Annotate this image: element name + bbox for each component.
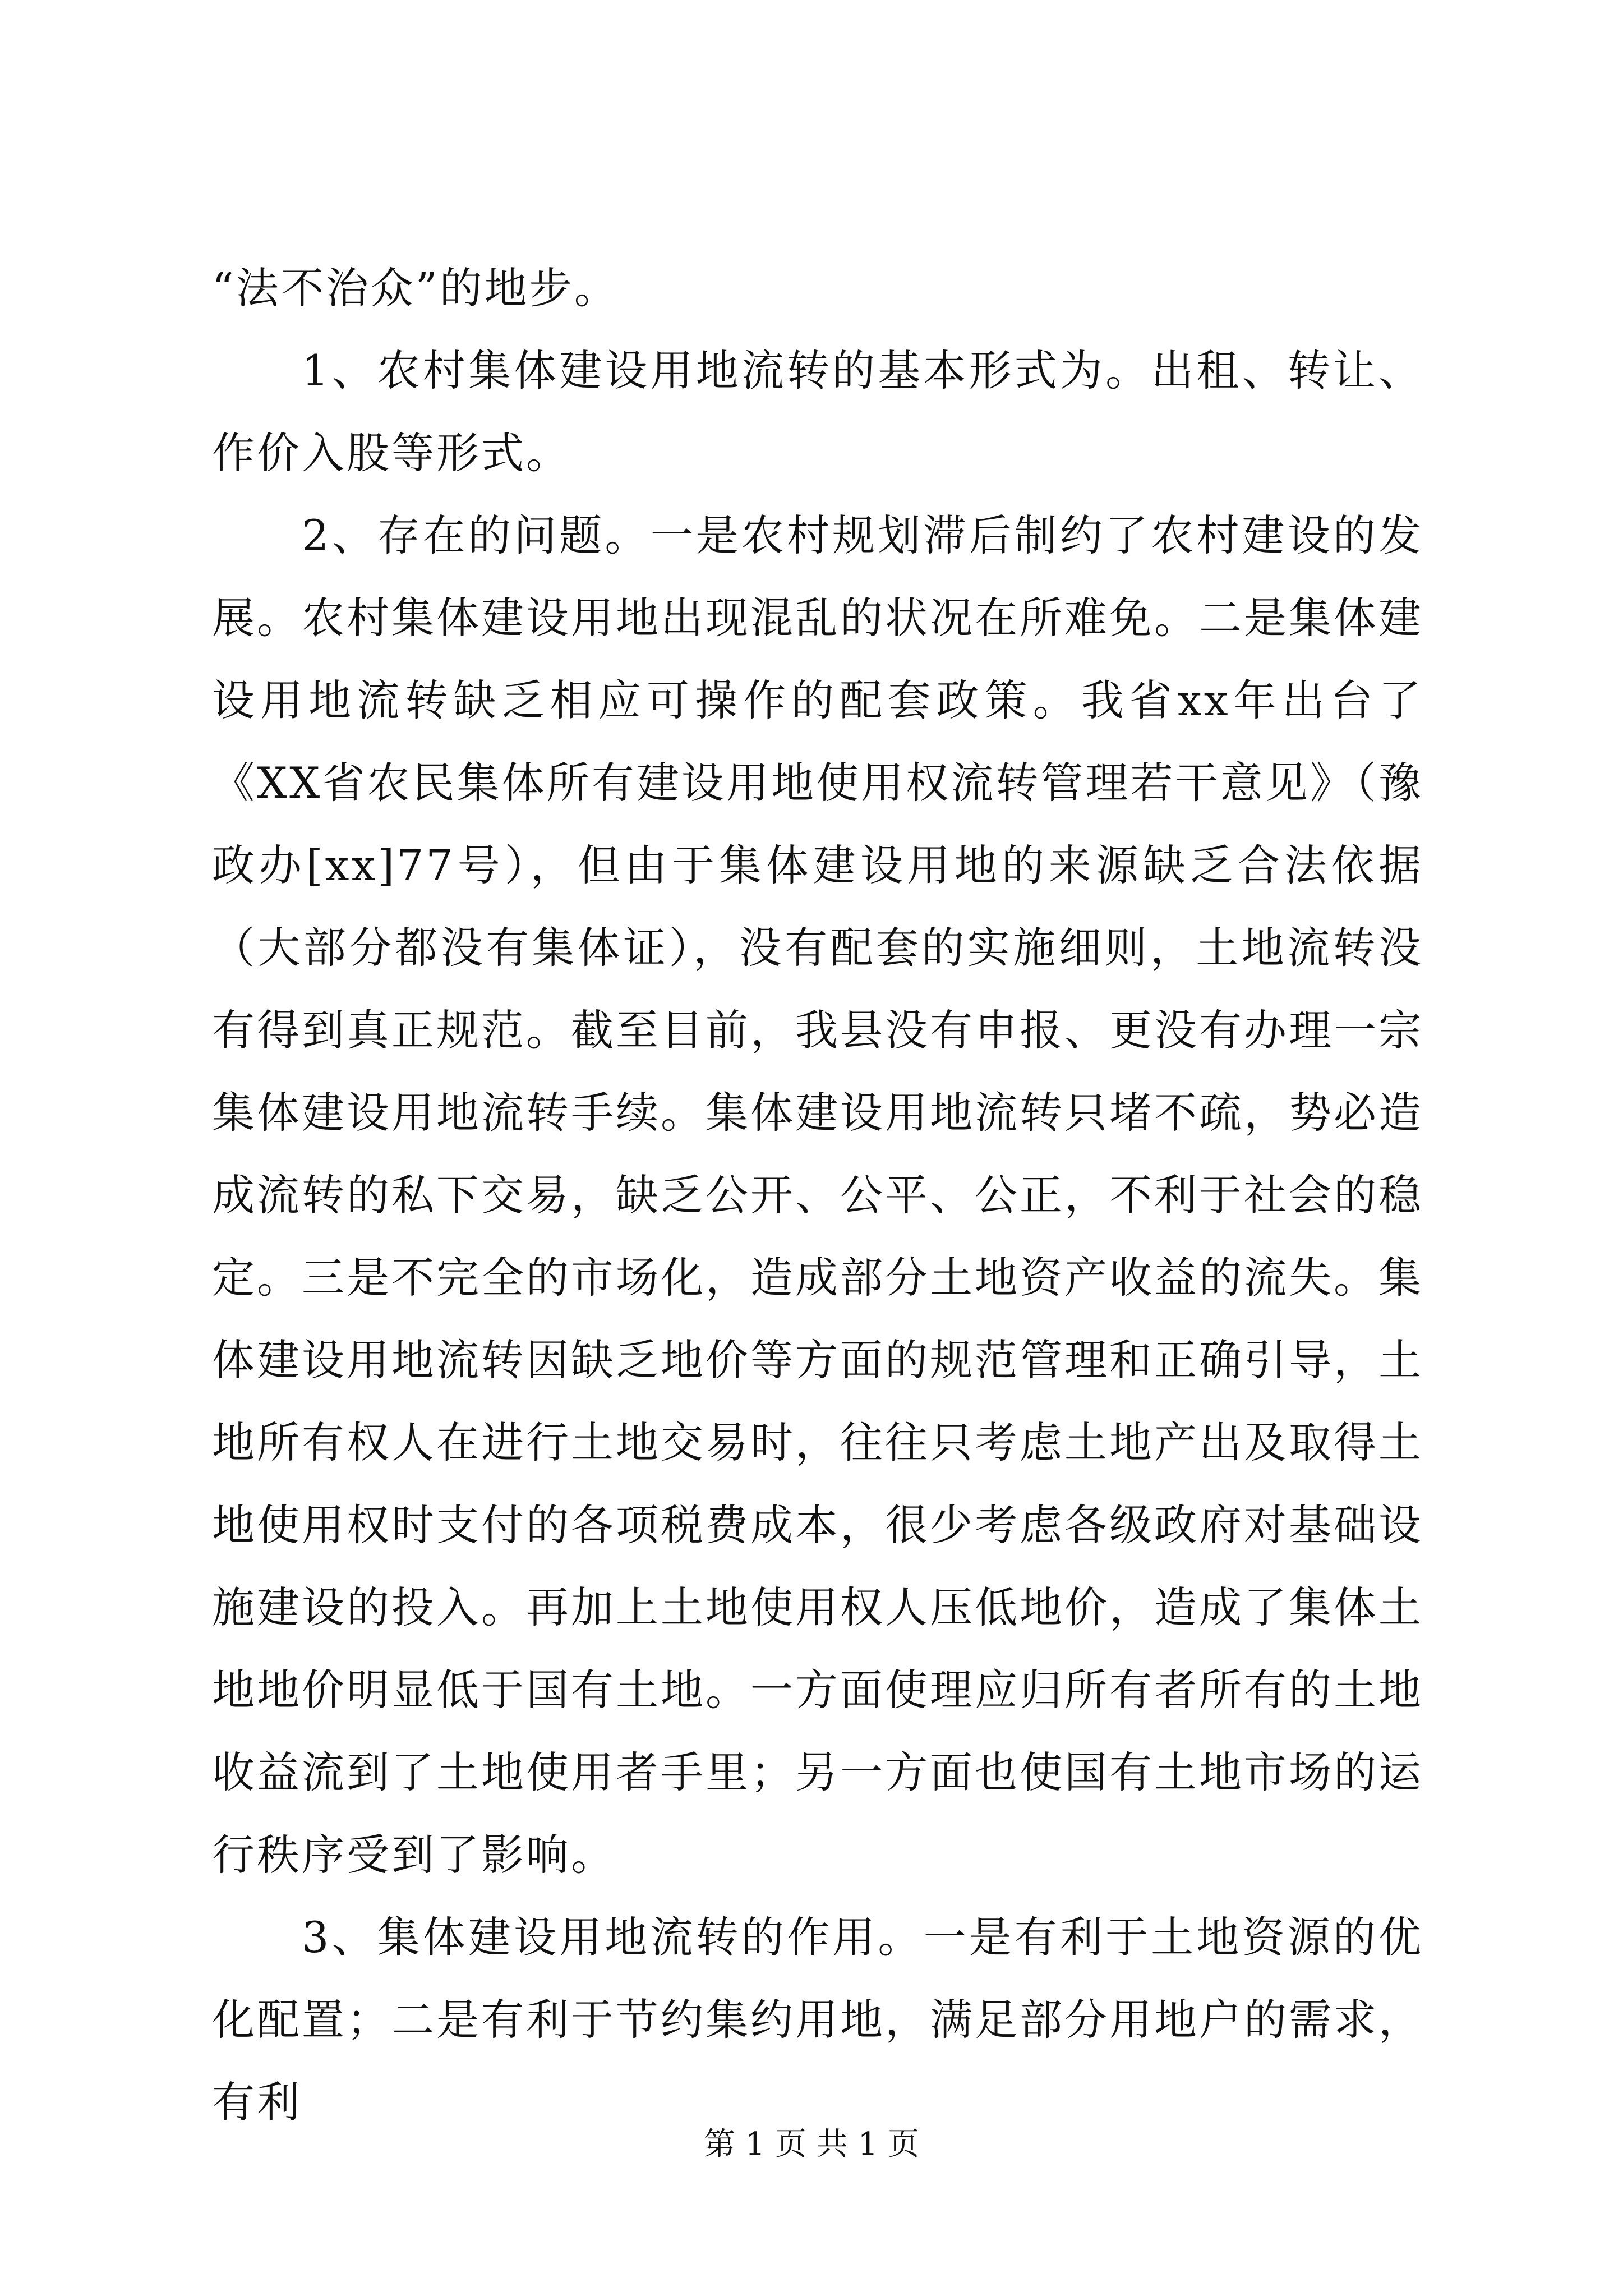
document-body xyxy=(212,247,1423,2143)
paragraph-item-2: 2、存在的问题。一是农村规划滞后制约了农村建设的发展。农村集体建设用地出现混乱的状况在所难免。二是集体建设用地流转缺乏相应可操作的配套政策。我省xx年出台了《XX省农民集体所有建设用地使用权流转管理若干意见》（豫政办[xx]77号），但由于集体建设用地的来源缺乏合法依据（大部分都没有集体证），没有配套的实施细则，土地流转没有得到真正规范。截至目前，我县没有申报、更没有办理一宗集体建设用地流转手续。集体建设用地流转只堵不疏，势必造成流转的私下交易，缺乏公开、公平、公正，不利于社会的稳定。三是不完全的市场化，造成部分土地资产收益的流失。集体建设用地流转因缺乏地价等方面的规范管理和正确引导，土地所有权人在进行土地交易时，往往只考虑土地产出及取得土地使用权时支付的各项税费成本，很少考虑各级政府对基础设施建设的投入。再加上土地使用权人压低地价，造成了集体土地地价明显低于国有土地。一方面使理应归所有者所有的土地收益流到了土地使用者手里；另一方面也使国有土地市场的运行秩序受到了影响。 xyxy=(212,510,1423,1880)
page-footer: 第 1 页 共 1 页 xyxy=(703,2126,920,2162)
paragraph-item-1: 1、农村集体建设用地流转的基本形式为。出租、转让、作价入股等形式。 xyxy=(212,346,1423,478)
paragraph-item-3: 3、集体建设用地流转的作用。一是有利于土地资源的优化配置；二是有利于节约集约用地，满足部分用地户的需求，有利 xyxy=(212,1912,1423,2127)
paragraph-continuation: “法不治众”的地步。 xyxy=(212,263,619,313)
